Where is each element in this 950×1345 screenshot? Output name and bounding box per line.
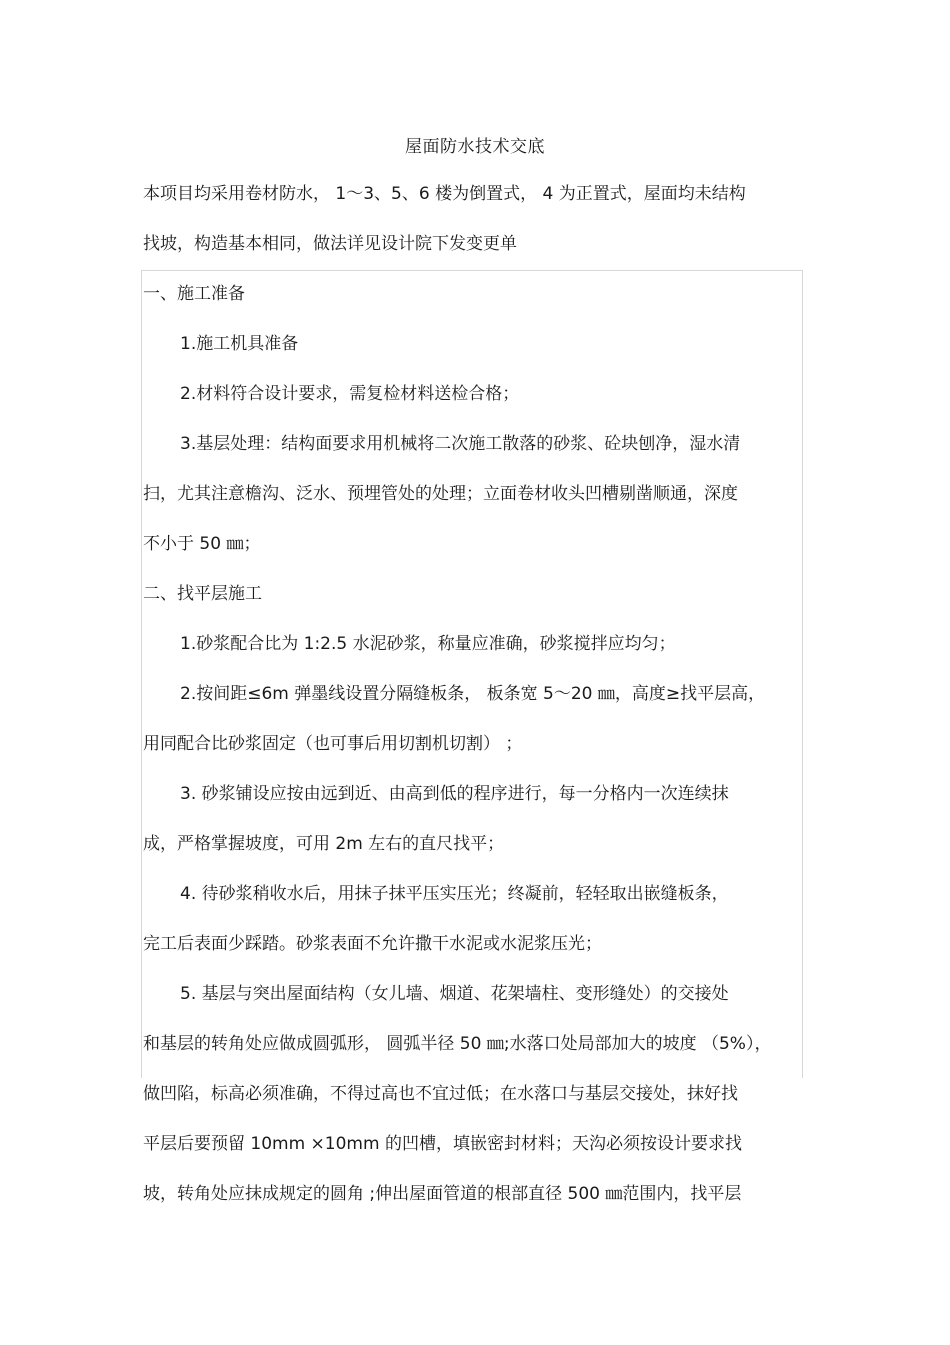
body-line: 3. 砂浆铺设应按由远到近、由高到低的程序进行，每一分格内一次连续抹 xyxy=(180,784,729,804)
body-line: 1.砂浆配合比为 1:2.5 水泥砂浆，称量应准确，砂浆搅拌应均匀； xyxy=(180,634,676,654)
body-line: 扫，尤其注意檐沟、泛水、预埋管处的处理；立面卷材收头凹槽剔凿顺通，深度 xyxy=(143,484,738,504)
document-title: 屋面防水技术交底 xyxy=(405,137,545,157)
body-line: 2.按间距≤6m 弹墨线设置分隔缝板条， 板条宽 5～20 ㎜，高度≥找平层高， xyxy=(180,684,766,704)
body-line: 平层后要预留 10mm ×10mm 的凹槽，填嵌密封材料；天沟必须按设计要求找 xyxy=(143,1134,742,1154)
body-line: 坡，转角处应抹成规定的圆角 ;伸出屋面管道的根部直径 500 ㎜范围内，找平层 xyxy=(143,1184,742,1204)
body-line: 3.基层处理：结构面要求用机械将二次施工散落的砂浆、砼块刨净，湿水清 xyxy=(180,434,741,454)
section-heading: 二、找平层施工 xyxy=(143,584,262,604)
body-line: 完工后表面少踩踏。砂浆表面不允许撒干水泥或水泥浆压光； xyxy=(143,934,602,954)
body-line: 和基层的转角处应做成圆弧形， 圆弧半径 50 ㎜;水落口处局部加大的坡度 （5%）， xyxy=(143,1034,772,1054)
body-line: 2.材料符合设计要求，需复检材料送检合格； xyxy=(180,384,520,404)
body-line: 做凹陷，标高必须准确，不得过高也不宜过低；在水落口与基层交接处，抹好找 xyxy=(143,1084,738,1104)
body-line: 1.施工机具准备 xyxy=(180,334,299,354)
body-line: 用同配合比砂浆固定（也可事后用切割机切割） ； xyxy=(143,734,523,754)
body-line: 不小于 50 ㎜； xyxy=(143,534,261,554)
intro-line: 本项目均采用卷材防水， 1～3、5、6 楼为倒置式， 4 为正置式，屋面均未结构 xyxy=(143,184,746,204)
body-line: 4. 待砂浆稍收水后，用抹子抹平压实压光；终凝前，轻轻取出嵌缝板条， xyxy=(180,884,729,904)
body-line: 成，严格掌握坡度，可用 2m 左右的直尺找平； xyxy=(143,834,505,854)
body-line: 5. 基层与突出屋面结构（女儿墙、烟道、花架墙柱、变形缝处）的交接处 xyxy=(180,984,729,1004)
section-heading: 一、施工准备 xyxy=(143,284,245,304)
intro-line: 找坡，构造基本相同，做法详见设计院下发变更单 xyxy=(143,234,517,254)
